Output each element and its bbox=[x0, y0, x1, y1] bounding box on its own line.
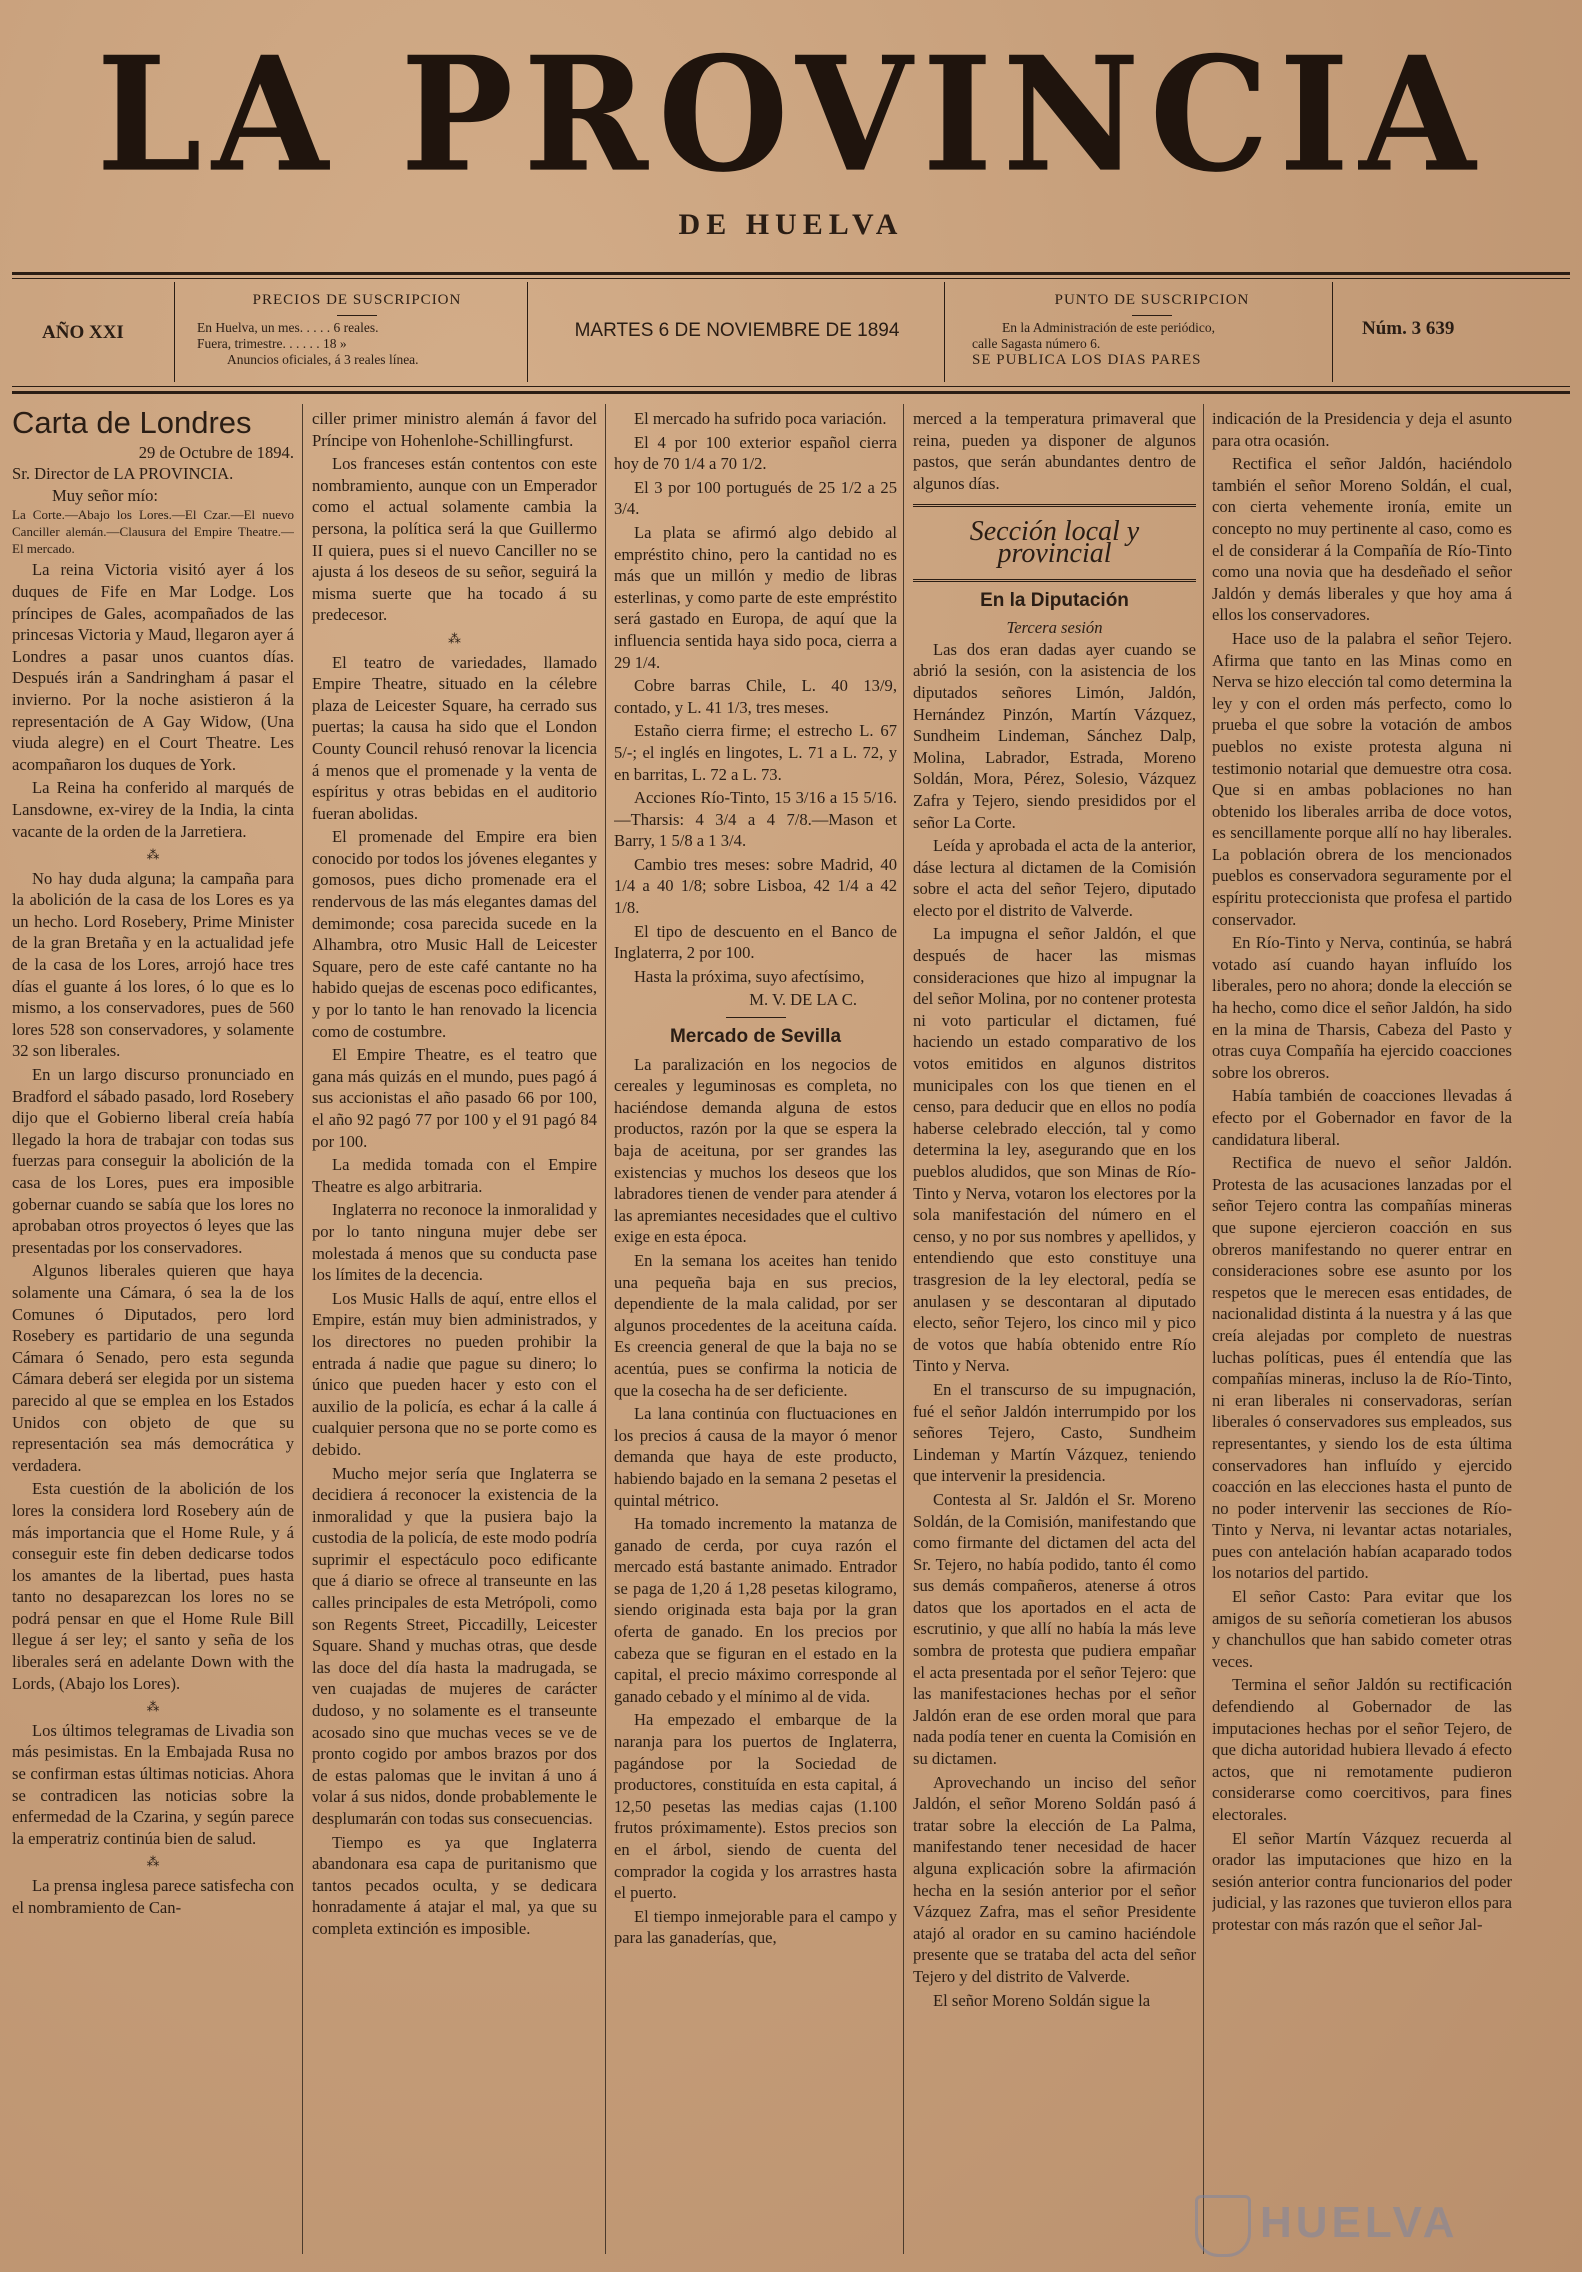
paragraph: Tiempo es ya que Inglaterra abandonara esa capa de puritanismo que tantos pecados oculta, y se dedicara honradamente á atajar el mal, ya que su completa extinción es imposible. bbox=[312, 1832, 597, 1938]
top-rule-thin bbox=[12, 278, 1570, 279]
salutation: Muy señor mío: bbox=[52, 485, 159, 505]
column-divider bbox=[1203, 404, 1204, 2254]
article-heading: Carta de Londres bbox=[12, 408, 252, 440]
paragraph: Los últimos telegramas de Livadia son más pesimistas. En la Embajada Rusa no se confirman estas últimas noticias. Ahora se contradicen las noticias sobre la enfermedad de la Czarina, y según parece la emperatriz continúa bien de salud. bbox=[12, 1720, 294, 1848]
paragraph: Acciones Río-Tinto, 15 3/16 a 15 5/16.—Tharsis: 4 3/4 a 4 7/8.—Mason et Barry, 1 5/8 a 1 3/4. bbox=[614, 788, 897, 851]
paragraph: Había también de coacciones llevadas á efecto por el Gobernador en favor de la candidatura liberal. bbox=[1212, 1086, 1512, 1149]
paragraph: El 4 por 100 exterior español cierra hoy de 70 1/4 a 70 1/2. bbox=[614, 432, 897, 474]
punto-line: calle Sagasta número 6. bbox=[972, 336, 1101, 351]
punto-line: En la Administración de este periódico, bbox=[1002, 320, 1215, 335]
paragraph: La paralización en los negocios de cereales y leguminosas es completa, no haciéndose demanda alguna de estos productos, razón por la que se espera la baja de aceituna, por ser grandes las existencias y muchos los deseos que los labradores tienen de vender para atender á las apremiantes necesidades que el cultivo exige en esta época. bbox=[614, 1054, 897, 1247]
paragraph: En el transcurso de su impugnación, fué el señor Jaldón interrumpido por los señores Tejero, Casto, Sundheim Lindeman y Martín Vázquez, teniendo que intervenir la presidencia. bbox=[913, 1379, 1196, 1486]
paragraph: Mucho mejor sería que Inglaterra se decidiera á reconocer la existencia de la inmoralidad y que la pusiera bajo la custodia de la policía, de este modo podría suprimir el espectáculo poco edificante que á diario se ofrece al transeunte en las calles principales de esta Metrópoli, como son Regents Street, Piccadilly, Leicester Square. Shand y muchas otras, que desde las doce del día hasta la madrugada, se ven cuajadas de mujeres de carácter dudoso, y no solamente es el transeunte acosado sino que muchas veces se ve de pronto cogido por ambos brazos por dos de estas palomas que le invitan á uno á volar á sus nidos, donde probablemente le desplumarán con todas sus consecuencias. bbox=[312, 1463, 597, 1828]
masthead-subtitle: DE HUELVA bbox=[678, 208, 904, 241]
punto-title: PUNTO DE SUSCRIPCION bbox=[1054, 292, 1250, 308]
info-rule-thin bbox=[12, 386, 1570, 387]
shield-icon bbox=[1195, 2195, 1251, 2257]
watermark-text: HUELVA bbox=[1260, 2198, 1459, 2247]
section-title: Sección local y provincial bbox=[913, 504, 1196, 581]
paragraph: La medida tomada con el Empire Theatre es algo arbitraria. bbox=[312, 1155, 597, 1196]
paragraph: La prensa inglesa parece satisfecha con el nombramiento de Can- bbox=[12, 1876, 294, 1917]
paragraph: El teatro de variedades, llamado Empire Theatre, situado en la célebre plaza de Leicester Square, ha cerrado sus puertas; la causa ha sido que el London County Council rehusó renovar la licencia á menos que el promenade y la venta de espíritus y otras bebidas en el auditorio fueran abolidas. bbox=[312, 652, 597, 823]
issue-date: MARTES 6 DE NOVIEMBRE DE 1894 bbox=[574, 320, 900, 341]
paragraph: La lana continúa con fluctuaciones en los precios á causa de la mayor ó menor demanda que haya de este producto, habiendo bajado en la semana 2 pesetas el quintal métrico. bbox=[614, 1404, 897, 1510]
paragraph: Las dos eran dadas ayer cuando se abrió la sesión, con la asistencia de los diputados señores Limón, Jaldón, Hernández Pinzón, Martín Vázquez, Sundheim Lindeman, Sánchez Dalp, Molina, Labrador, Estrada, Moreno Soldán, Mora, Pérez, Solesio, Vázquez Zafra y Tejero, siendo presididos por el señor La Corte. bbox=[913, 639, 1196, 832]
paragraph: El Empire Theatre, es el teatro que gana más quizás en el mundo, pues pagó á sus accionistas el año pasado 66 por 100, el año 92 pagó 77 por 100 y el 91 pagó 84 por 100. bbox=[312, 1045, 597, 1151]
paragraph: El señor Casto: Para evitar que los amigos de su señoría cometieran los abusos y chanchullos que han sabido cometer otras veces. bbox=[1212, 1587, 1512, 1671]
paragraph: Rectifica el señor Jaldón, haciéndolo también el señor Moreno Soldán, el cual, con cierta vehemente ironía, emite un concepto no muy pertinente al caso, como es el de considerar á la Compañía de Río-Tinto como una novia que ha desdeñado el señor Jaldón y demás liberales y que hoy ama á ellos los conservadores. bbox=[1212, 454, 1512, 625]
issue-number: Núm. 3 639 bbox=[1362, 318, 1455, 339]
paragraph: Cobre barras Chile, L. 40 13/9, contado, y L. 41 1/3, tres meses. bbox=[614, 676, 897, 717]
paragraph: Ha empezado el embarque de la naranja para los puertos de Inglaterra, pagándose por la Sociedad de productores, constituída en esta capital, á 12,50 pesetas las medias cajas (1.100 frutos próximamente). Estos precios son en el árbol, siendo de cuenta del comprador la cogida y los arrastres hasta el puerto. bbox=[614, 1710, 897, 1903]
dateline: 29 de Octubre de 1894. bbox=[138, 442, 294, 462]
precios-line: En Huelva, un mes. . . . . 6 reales. bbox=[197, 320, 379, 335]
paragraph: merced a la temperatura primaveral que reina, pueden ya disponer de algunos pastos, que serán abundantes dentro de algunos días. bbox=[913, 409, 1196, 493]
column-divider bbox=[302, 404, 303, 2254]
paragraph: La Reina ha conferido al marqués de Lansdowne, ex-virey de la India, la cinta vacante de la orden de la Jarretiera. bbox=[12, 778, 294, 841]
column-2 bbox=[312, 408, 597, 2253]
paragraph: Los franceses están contentos con este nombramiento, aunque con un Emperador como el actual solamente cambia la persona, la política será la que Guillermo II quiera, pues si el nuevo Canciller no se ajusta á los deseos de su señor, seguirá la misma suerte que ha tocado á su predecesor. bbox=[312, 454, 597, 625]
column-1 bbox=[12, 408, 294, 2253]
paragraph: El promenade del Empire era bien conocido por todos los jóvenes elegantes y gomosos, pues dicho promenade era el rendervous de las más elegantes damas del demimonde; cosa parecida sucede en la Alhambra, otro Music Hall de Leicester Square, pero de este café cantante no ha habido quejas de escenas poco edificantes, y por lo tanto le han renovado la licencia como de costumbre. bbox=[312, 827, 597, 1041]
info-rule bbox=[12, 391, 1570, 394]
paragraph: Termina el señor Jaldón su rectificación defendiendo al Gobernador de las imputaciones hechas por el señor Tejero, de que dicha autoridad hubiera llevado á efecto actos, que ni remotamente pudieron considerarse como coercitivos, para fines electorales. bbox=[1212, 1675, 1512, 1824]
paragraph: En un largo discurso pronunciado en Bradford el sábado pasado, lord Rosebery dijo que el Gobierno liberal creía había llegado la hora de trabajar con todas sus fuerzas para conseguir la abolición de la casa de los Lores, pues era imposible gobernar cuando se sabía que los lores no aprobaban otros proyectos ó leyes que las presentadas por los conservadores. bbox=[12, 1065, 294, 1257]
paragraph: El señor Martín Vázquez recuerda al orador las imputaciones que hizo en la sesión anterior contra funcionarios del poder judicial, y las razones que tuvieron ellos para protestar con más razón que el señor Jal- bbox=[1212, 1828, 1512, 1934]
paragraph: Hasta la próxima, suyo afectísimo, bbox=[634, 966, 865, 986]
paragraph: El mercado ha sufrido poca variación. bbox=[634, 409, 887, 428]
paragraph: La plata se afirmó algo debido al empréstito chino, pero la cantidad no es más que un millón y medio de libras esterlinas, y como parte de este empréstito será gastado en Europa, de aquí que la influencia sentida haya sido poca, cierra a 29 1/4. bbox=[614, 522, 897, 672]
info-bar bbox=[12, 282, 1570, 384]
paragraph: La impugna el señor Jaldón, el que después de hacer las mismas consideraciones que hizo al impugnar la del señor Molina, por no contener protesta ni voto particular el dictamen, fué haciendo un estado comparativo de los votos emitidos en algunos distritos municipales con los que tienen en el censo, para deducir que en ellos no podía haberse celebrado elección, tal y como determina la ley, asegurando que en los pueblos aludidos, que son Minas de Río-Tinto y Nerva, votaron los electores por la sola manifestación del número en el censo, y no por sus nombres y apellidos, y entendiendo que esto constituye una trasgresion de la ley electoral, pedía se anulasen y se descontaran al diputado electo, señor Tejero, los cinco mil y pico de votos que había obtenido entre Río Tinto y Nerva. bbox=[913, 924, 1196, 1376]
paragraph: Ha tomado incremento la matanza de ganado de cerda, por cuya razón el mercado está bastante animado. Entrador se paga de 1,20 á 1,28 pesetas kilogramo, siendo originada esta baja por la gran oferta de ganado. En los precios por cabeza que se figuran en el estado en la capital, el precio máximo corresponde al ganado cebado y el mínimo al de vida. bbox=[614, 1514, 897, 1706]
paragraph: En Río-Tinto y Nerva, continúa, se habrá votado así cuando hayan influído los liberales, pero no ahora; donde la elección se ha hecho, como dice el señor Jaldón, ha sido en la mina de Tharsis, Cabeza del Pasto y otras cuya Compañía ha ejercido coacciones sobre los obreros. bbox=[1212, 933, 1512, 1082]
signature: M. V. DE LA C. bbox=[749, 990, 857, 1010]
paragraph: El señor Moreno Soldán sigue la bbox=[933, 1990, 1151, 2010]
separator-stars: ⁂ bbox=[146, 1699, 160, 1715]
divider bbox=[944, 282, 945, 382]
divider bbox=[1332, 282, 1333, 382]
paragraph: ciller primer ministro alemán á favor del Príncipe von Hohenlohe-Schillingfurst. bbox=[312, 409, 597, 450]
summary: La Corte.—Abajo los Lores.—El Czar.—El nuevo Canciller alemán.—Clausura del Empire Theatre.—El mercado. bbox=[12, 507, 294, 557]
separator-stars: ⁂ bbox=[146, 1854, 160, 1870]
paragraph: Hace uso de la palabra el señor Tejero. Afirma que tanto en las Minas como en Nerva se hizo elección tal como determina la ley y con el orden más perfecto, como lo prueba el que sobre la votación de ambos pueblos no existe protesta alguna ni testimonio notarial que demuestre otra cosa. Que si en ambas poblaciones no han obtenido los liberales arriba de doce votos, es sencillamente porque allí no hay liberales. La población obrera de los mencionados pueblos es conservadora seguramente por el espíritu proteccionista que profesa el partido conservador. bbox=[1212, 628, 1512, 929]
top-rule bbox=[12, 272, 1570, 275]
section-heading: En la Diputación bbox=[980, 589, 1129, 611]
paragraph: En la semana los aceites han tenido una pequeña baja en sus precios, dependiente de la mala calidad, por ser algunos procedentes de la aceituna caída. Es creencia general de que la baja no se acentúa, pues se confirma la noticia de que la cosecha ha de ser deficiente. bbox=[614, 1250, 897, 1400]
paragraph: Leída y aprobada el acta de la anterior, dáse lectura al dictamen de la Comisión sobre el acta del señor Tejero, diputado electo por el distrito de Valverde. bbox=[913, 836, 1196, 920]
paragraph: El 3 por 100 portugués de 25 1/2 a 25 3/4. bbox=[614, 477, 897, 519]
subheading: Tercera sesión bbox=[1006, 618, 1103, 638]
punto-line: SE PUBLICA LOS DIAS PARES bbox=[972, 352, 1202, 368]
divider bbox=[337, 315, 377, 316]
paragraph: Estaño cierra firme; el estrecho L. 67 5/-; el inglés en lingotes, L. 71 a L. 72, y en barritas, L. 72 a L. 73. bbox=[614, 721, 897, 784]
paragraph: Inglaterra no reconoce la inmoralidad y por lo tanto ninguna mujer debe ser molestada á menos que su conducta pase los límites de la decencia. bbox=[312, 1200, 597, 1285]
paragraph: indicación de la Presidencia y deja el asunto para otra ocasión. bbox=[1212, 409, 1512, 450]
paragraph: El tiempo inmejorable para el campo y para las ganaderías, que, bbox=[614, 1906, 897, 1948]
addressee: Sr. Director de LA PROVINCIA. bbox=[12, 464, 234, 484]
precios-line: Fuera, trimestre. . . . . . 18 » bbox=[197, 336, 347, 351]
column-5 bbox=[1212, 408, 1512, 2253]
divider bbox=[527, 282, 528, 382]
masthead-title: LA PROVINCIA bbox=[96, 22, 1486, 208]
separator-stars: ⁂ bbox=[146, 847, 160, 863]
divider bbox=[174, 282, 175, 382]
paragraph: Rectifica de nuevo el señor Jaldón. Protesta de las acusaciones lanzadas por el señor Tejero contra las compañías mineras que supone ejercieron coacción en sus obreros manifestando no querer entrar en consideraciones sobre ese asunto por los respetos que le merecen esas entidades, de nacionalidad distinta á la nuestra y á las que creía alejadas por completo de nuestras luchas políticas, pues él entendía que las compañías mineras, incluso la de Río-Tinto, ni eran liberales ni conservadoras, serían liberales ó conservadores sus empleados, sus representantes, y siendo los de esta última conservadores han influído y ejercido coacción en las elecciones hasta el punto de no poder intervenir las secciones de Río-Tinto y Nerva, ni levantar actas notariales, pues con antelación habían acaparado todos los notarios del partido. bbox=[1212, 1153, 1512, 1583]
paragraph: Algunos liberales quieren que haya solamente una Cámara, ó sea la de los Comunes ó Diputados, pero lord Rosebery es partidario de una segunda Cámara ó Senado, pero esta segunda Cámara deberá ser elegida por un sistema parecido al que se emplea en los Estados Unidos con objeto de que su representación sea más democrática y verdadera. bbox=[12, 1261, 294, 1475]
paragraph: El tipo de descuento en el Banco de Inglaterra, 2 por 100. bbox=[614, 921, 897, 963]
separator-stars: ⁂ bbox=[448, 630, 461, 646]
column-divider bbox=[903, 404, 904, 2254]
paragraph: Esta cuestión de la abolición de los lores la considera lord Rosebery aún de más importancia que el Home Rule, y á conseguir este fin deben dedicarse todos los amantes de la libertad, pues hasta tanto no desaparezcan los lores no se podrá pensar en que el Home Rule Bill llegue á ser ley; el santo y seña de los liberales será en adelante Down with the Lords, (Abajo los Lores). bbox=[12, 1479, 294, 1693]
paragraph: Los Music Halls de aquí, entre ellos el Empire, están muy bien administrados, y los directores no pueden prohibir la entrada á nadie que pague su dinero; lo único que pueden hacer y esto con el auxilio de la policía, es echar á la calle á cualquier persona que no se porte como es debido. bbox=[312, 1288, 597, 1459]
paragraph: La reina Victoria visitó ayer á los duques de Fife en Mar Lodge. Los príncipes de Gales, acompañados de las princesas Victoria y Maud, llegaron ayer á Londres a pasar unos cuantos días. Después irán a Sandringham á pasar el invierno. Por la noche asistieron á la representación de A Gay Widow, (Una viuda alegre) en el Court Theatre. Les acompañaron los duques de York. bbox=[12, 560, 294, 774]
section-heading: Mercado de Sevilla bbox=[669, 1026, 842, 1048]
column-4 bbox=[913, 408, 1196, 2253]
divider bbox=[726, 1017, 786, 1018]
column-divider bbox=[605, 404, 606, 2254]
paragraph: Cambio tres meses: sobre Madrid, 40 1/4 a 40 1/8; sobre Lisboa, 42 1/4 a 42 1/8. bbox=[614, 854, 897, 918]
precios-title: PRECIOS DE SUSCRIPCION bbox=[252, 292, 462, 308]
divider bbox=[1132, 315, 1172, 316]
precios-line: Anuncios oficiales, á 3 reales línea. bbox=[227, 352, 419, 367]
column-3 bbox=[614, 408, 897, 2253]
paragraph: No hay duda alguna; la campaña para la abolición de la casa de los Lores es ya un hecho. Lord Rosebery, Prime Minister de la gran Bretaña y en la actualidad jefe de la casa de los Lores, arrojó hace tres días el guante á los lores, ó lo que es lo mismo, a los conservadores, pues de 560 lores 528 son conservadores, y solamente 32 son liberales. bbox=[12, 868, 294, 1061]
year-label: AÑO XXI bbox=[42, 322, 124, 343]
paragraph: Aprovechando un inciso del señor Jaldón, el señor Moreno Soldán pasó á tratar sobre la elección de La Palma, manifestando tener necesidad de hacer alguna explicación sobre la afirmación hecha en la sesión anterior por el señor Vázquez Zafra, mas el señor Presidente atajó al orador en su camino haciéndole presente que se trataba del acta del señor Tejero y del distrito de Valverde. bbox=[913, 1772, 1196, 1986]
paragraph: Contesta al Sr. Jaldón el Sr. Moreno Soldán, de la Comisión, manifestando que como firmante del dictamen del acta del Sr. Tejero, no había podido, tanto él como sus demás compañeros, atenerse á otros datos que los aportados en el acta de escrutinio, y que allí no había la más leve sombra de protesta que pudiera empañar el acta presentada por el señor Tejero: que las manifestaciones hechas por el señor Jaldón eran de ese orden moral que para nada podía tener en cuenta la Comisión en su dictamen. bbox=[913, 1489, 1196, 1769]
